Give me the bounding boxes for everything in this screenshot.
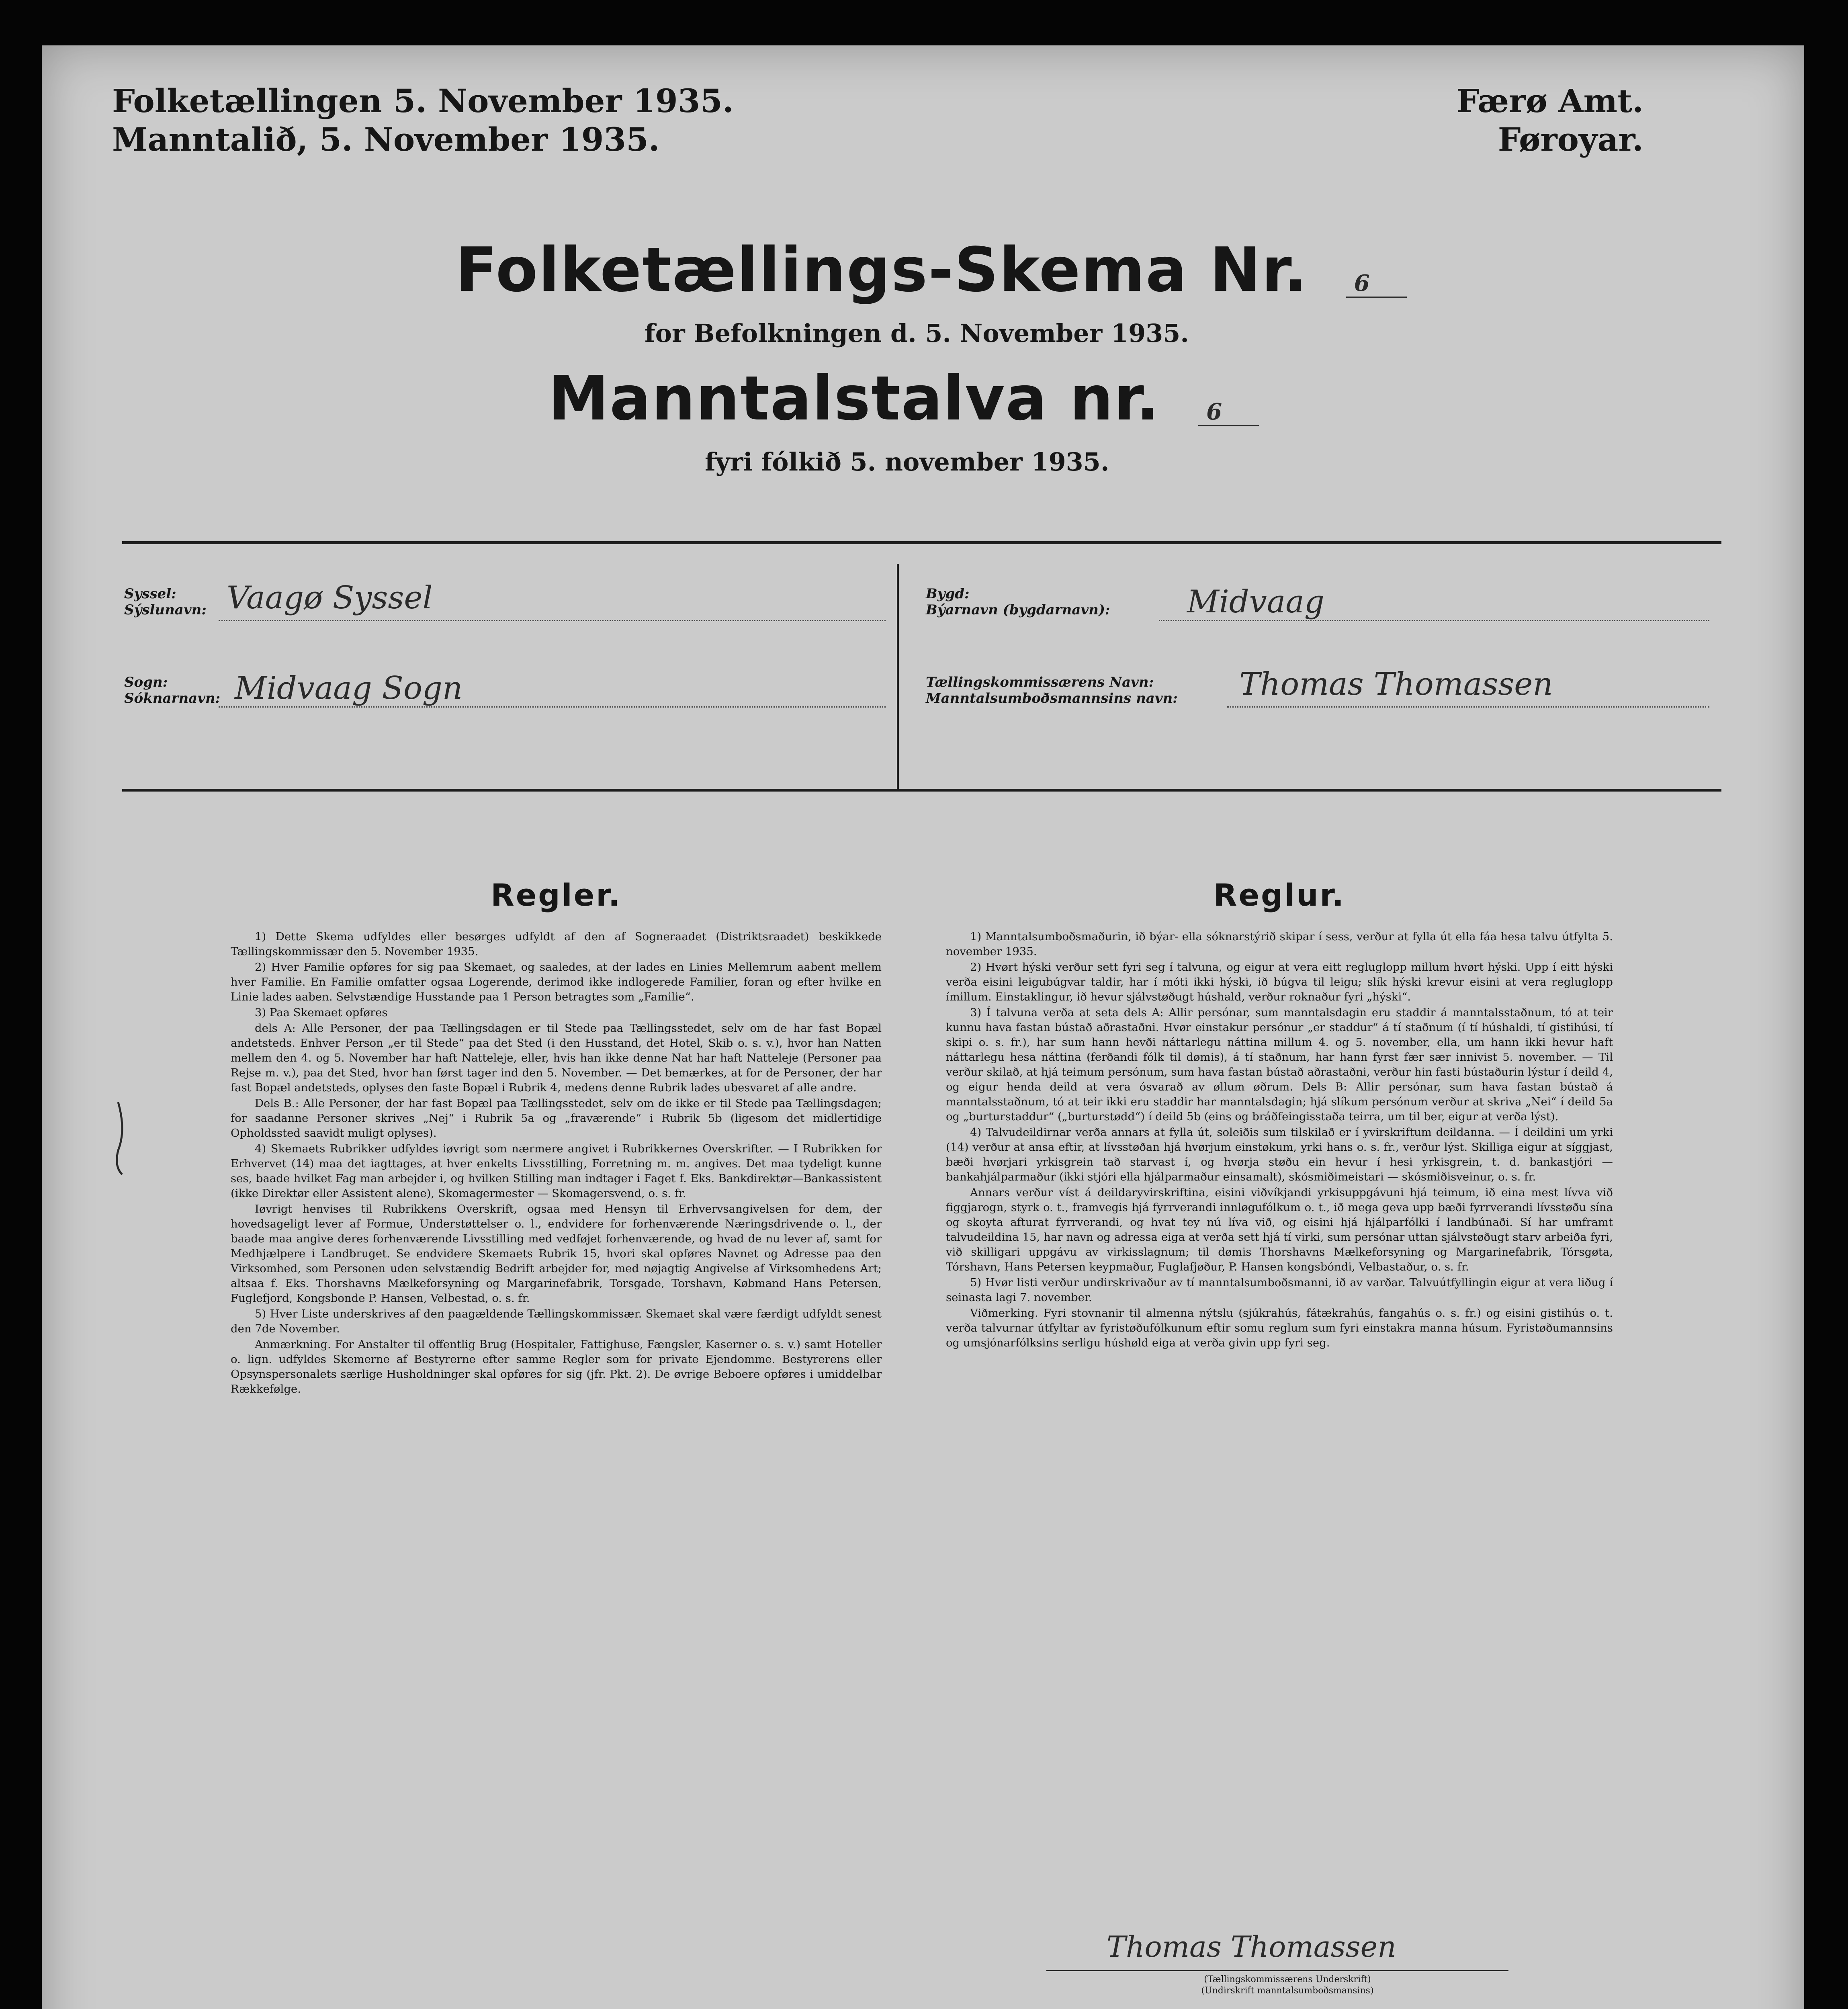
form-subtitle: for Befolkningen d. 5. November 1935. bbox=[645, 319, 1189, 348]
top-rule bbox=[122, 541, 1721, 544]
signature-caption bbox=[1127, 1974, 1448, 1997]
rules-fo-paragraph: 4) Talvudeildirnar verða annars at fylla út, soleiðis sum tilskilað er í yvirskriftum deildanna. — Í deildini um yrki (14) verður at ansa eftir, at lívsstøðan hjá hvørjum einstøkum, yrki hans o. s. fr., verður lýst. Skilliga eigur at síggjast, bæði hvørjari yrkisgrein tað starvast í, og hvørja støðu ein hevur í hesi yrkisgrein, t. d. bankastjóri — bankahjálparmaður (ikki stjóri ella hjálparmaður einsamalt), skósmiðimeistari — skósmiðisveinur, o. s. fr. bbox=[946, 1126, 1613, 1183]
faroese-title-number: 6 bbox=[1198, 399, 1259, 426]
census-form-sheet bbox=[42, 45, 1804, 2009]
rules-da-title: Regler. bbox=[491, 877, 622, 913]
header-right-line2: Føroyar. bbox=[1498, 121, 1643, 158]
bygd-value: Midvaag bbox=[1187, 584, 1324, 620]
syssel-label-2: Sýslunavn: bbox=[124, 602, 207, 618]
sogn-value: Midvaag Sogn bbox=[235, 670, 463, 706]
sogn-line bbox=[219, 706, 886, 708]
rules-da-paragraph: Dels B.: Alle Personer, der har fast Bopæl paa Tællingsstedet, selv om de ikke er til Stede paa Tællingsdagen; for saadanne Personer skrives „Nej“ i Rubrik 5a og „fraværende“ i Rubrik 5b (ligesom det midlertidige Opholdssted saavidt muligt oplyses). bbox=[231, 1097, 882, 1140]
kommissaer-label-1: Tællingskommissærens Navn: bbox=[926, 674, 1154, 690]
form-title-number: 6 bbox=[1346, 270, 1407, 298]
kommissaer-label-2: Manntalsumboðsmannsins navn: bbox=[926, 690, 1178, 706]
rules-da-paragraph: 3) Paa Skemaet opføres bbox=[255, 1006, 388, 1019]
form-title bbox=[456, 234, 1407, 305]
faroese-title bbox=[548, 363, 1259, 434]
kommissaer-label bbox=[926, 674, 1178, 706]
header-left bbox=[112, 82, 734, 159]
sogn-label-2: Sóknarnavn: bbox=[124, 690, 221, 706]
kommissaer-value: Thomas Thomassen bbox=[1239, 666, 1553, 702]
syssel-line bbox=[219, 620, 886, 621]
signature-line bbox=[1046, 1970, 1508, 1971]
syssel-label bbox=[124, 586, 207, 618]
bygd-label bbox=[926, 586, 1110, 618]
field-divider bbox=[897, 564, 899, 789]
kommissaer-line bbox=[1227, 706, 1709, 708]
header-left-line2: Manntalið, 5. November 1935. bbox=[112, 121, 660, 158]
rules-da-paragraph: Anmærkning. For Anstalter til offentlig Brug (Hospitaler, Fattighuse, Fængsler, Kaserner o. s. v.) samt Hoteller o. lign. udfyldes Skemerne af Bestyrerne efter samme Regler som for private Ejendomme. Bestyrerens eller Opsynspersonalets særlige Husholdninger skal opføres for sig (jfr. Pkt. 2). De øvrige Beboere opføres i umiddelbar Rækkefølge. bbox=[231, 1338, 882, 1395]
header-right-line1: Færø Amt. bbox=[1456, 82, 1643, 120]
form-title-text: Folketællings-Skema Nr. bbox=[456, 234, 1308, 305]
rules-da-paragraph: Iøvrigt henvises til Rubrikkens Overskrift, ogsaa med Hensyn til Erhvervsangivelsen for dem, der hovedsageligt lever af Formue, Understøttelser o. l., endvidere for forhenværende Næringsdrivende o. l., der baade maa angive deres forhenværende Livsstilling med vedføjet forhenværende, og hvad de nu lever af, samt for Medhjælpere i Landbruget. Se endvidere Skemaets Rubrik 15, hvori skal opføres Navnet og Adresse paa den Virksomhed, som Personen uden selvstændig Bedrift arbejder for, med nøjagtig Angivelse af Virksomhedens Art; altsaa f. Eks. Thorshavns Mælkeforsyning og Margarinefabrik, Torsgade, Torshavn, Købmand Hans Petersen, Fuglefjord, Kongsbonde P. Hansen, Velbestad, o. s. fr. bbox=[231, 1203, 882, 1305]
bygd-line bbox=[1159, 620, 1709, 621]
signature-caption-1: (Tællingskommissærens Underskrift) bbox=[1204, 1974, 1371, 1984]
header-left-line1: Folketællingen 5. November 1935. bbox=[112, 82, 734, 120]
syssel-value: Vaagø Syssel bbox=[227, 580, 433, 616]
rules-fo-title: Reglur. bbox=[1213, 877, 1346, 913]
bygd-label-2: Býarnavn (bygdarnavn): bbox=[926, 602, 1110, 618]
sogn-label-1: Sogn: bbox=[124, 674, 168, 690]
rules-da-paragraph: 1) Dette Skema udfyldes eller besørges udfyldt af den af Sogneraadet (Distriktsraadet) beskikkede Tællingskommissær den 5. November 1935. bbox=[231, 930, 882, 958]
rules-fo-paragraph: 1) Manntalsumboðsmaðurin, ið býar- ella sóknarstýrið skipar í sess, verður at fylla út ella fáa hesa talvu útfylta 5. november 1935. bbox=[946, 930, 1613, 958]
header-right bbox=[1457, 82, 1643, 159]
bottom-rule bbox=[122, 789, 1721, 792]
rules-fo-paragraph: 3) Í talvuna verða at seta dels A: Allir persónar, sum manntalsdagin eru staddir á manntalsstaðnum, tó at teir kunnu hava fastan bústað aðrastaðni. Hvør einstakur persónur „er staddur“ á tí staðnum (í tí húshaldi, tí gistihúsi, tí skipi o. s. fr.), har sum hann hevði náttarlegu náttina millum 4. og 5. november, ella, um hann ikki hevur haft náttarlegu hesa náttina (ferðandi fólk til dømis), á tí staðnum, har hann fyrst fær sær innivist 5. november. — Til verður skilað, at hjá teimum persónum, sum hava fastan bústað aðrastaðni, verður hin fasti bústaðurin lýstur í deild 4, og eigur henda deild at vera ósvarað av øllum øðrum. Dels B: Allir persónar, sum hava fastan bústað á manntalsstaðnum, tó at teir ikki eru staddir har manntalsdagin; hjá slíkum persónum verður at skriva „Nei“ í deild 5a og „burturstaddur“ („burturstødd“) í deild 5b (eins og bráðfeingisstaða teirra, um til ber, eigur at verða lýst). bbox=[946, 1006, 1613, 1123]
rules-fo-paragraph: Annars verður víst á deildaryvirskriftina, eisini viðvíkjandi yrkisuppgávuni hjá teimum, ið eina mest lívva við figgjarogn, styrk o. t., framvegis hjá fyrrverandi innløgufólkum o. t., ið mega geva upp bæði fyrrverandi lívsstøðu sína og skoyta afturat fyrrverandi, og hvat tey nú líva við, og eisini hjá hjálparfólki í landbúnaði. Sí har umframt talvudeildina 15, har navn og adressa eiga at verða sett hjá tí virki, sum persónar uttan sjálvstøðugt starv arbeiða fyri, við skilligari uppgávu av virkisslagnum; til dømis Thorshavns Mælkeforsyning og Margarinefabrik, Tórsgøta, Tórshavn, Hans Petersen keypmaður, Fuglafjøður, P. Hansen kongsbóndi, Velbastaður, o. s. fr. bbox=[946, 1186, 1613, 1273]
signature-caption-2: (Undirskrift manntalsumboðsmansins) bbox=[1201, 1986, 1374, 1996]
sogn-label bbox=[124, 674, 220, 706]
rules-fo-paragraph: Viðmerking. Fyri stovnanir til almenna nýtslu (sjúkrahús, fátækrahús, fangahús o. s. fr.) og eisini gistihús o. t. verða talvurnar útfyltar av fyristøðufólkunum eftir somu reglum sum fyri einstakra manna húsum. Fyristøðumannsins og umsjónarfólksins serligu húshøld eiga at verða givin upp fyri seg. bbox=[946, 1307, 1613, 1349]
faroese-title-text: Manntalstalva nr. bbox=[548, 363, 1160, 434]
signature-handwritten: Thomas Thomassen bbox=[1107, 1930, 1396, 1964]
rules-da-paragraph: 5) Hver Liste underskrives af den paagældende Tællingskommissær. Skemaet skal være færdigt udfyldt senest den 7de November. bbox=[231, 1307, 882, 1335]
margin-mark bbox=[110, 1098, 138, 1178]
syssel-label-1: Syssel: bbox=[124, 586, 176, 602]
rules-da-text bbox=[231, 929, 882, 1397]
rules-fo-paragraph: 2) Hvørt hýski verður sett fyri seg í talvuna, og eigur at vera eitt regluglopp millum hvørt hýski. Upp í eitt hýski verða eisini leigubúgvar taldir, har í móti ikki hýski, ið búgva til leigu; slík hýski krevur eisini at vera regluglopp ímillum. Einstaklingur, ið hevur sjálvstøðugt húshald, verður roknaður fyri „hýski“. bbox=[946, 961, 1613, 1003]
rules-da-paragraph: dels A: Alle Personer, der paa Tællingsdagen er til Stede paa Tællingsstedet, selv om de har fast Bopæl andetsteds. Enhver Person „er til Stede“ paa det Sted (i den Husstand, det Hotel, Skib o. s. v.), hvor han Natten mellem den 4. og 5. November har haft Natteleje, eller, hvis han ikke denne Nat har haft Natteleje (Personer paa Rejse m. v.), paa det Sted, hvor han først tager ind den 5. November. — Det bemærkes, at for de Personer, der har fast Bopæl andetsteds, oplyses den faste Bopæl i Rubrik 4, medens denne Rubrik lades ubesvaret af alle andre. bbox=[231, 1022, 882, 1094]
bygd-label-1: Bygd: bbox=[926, 586, 970, 602]
rules-fo-text bbox=[946, 929, 1613, 1351]
faroese-subtitle: fyri fólkið 5. november 1935. bbox=[705, 447, 1109, 477]
rules-da-paragraph: 4) Skemaets Rubrikker udfyldes iøvrigt som nærmere angivet i Rubrikkernes Overskrifter. — I Rubrikken for Erhvervet (14) maa det iagttages, at hver enkelts Livsstilling, Forretning m. m. angives. Det maa tydeligt kunne ses, baade hvilket Fag man arbejder i, og hvilken Stilling man indtager i Faget f. Eks. Bankdirektør—Bankassistent (ikke Direktør eller Assistent alene), Skomagermester — Skomagersvend, o. s. fr. bbox=[231, 1142, 882, 1200]
rules-fo-paragraph: 5) Hvør listi verður undirskrivaður av tí manntalsumboðsmanni, ið av varðar. Talvuútfyllingin eigur at vera liðug í seinasta lagi 7. november. bbox=[946, 1276, 1613, 1304]
rules-da-paragraph: 2) Hver Familie opføres for sig paa Skemaet, og saaledes, at der lades en Linies Mellemrum aabent mellem hver Familie. En Familie omfatter ogsaa Logerende, derimod ikke indlogerede Familier, foran og efter hvilke en Linie lades aaben. Selvstændige Husstande paa 1 Person betragtes som „Familie“. bbox=[231, 961, 882, 1003]
